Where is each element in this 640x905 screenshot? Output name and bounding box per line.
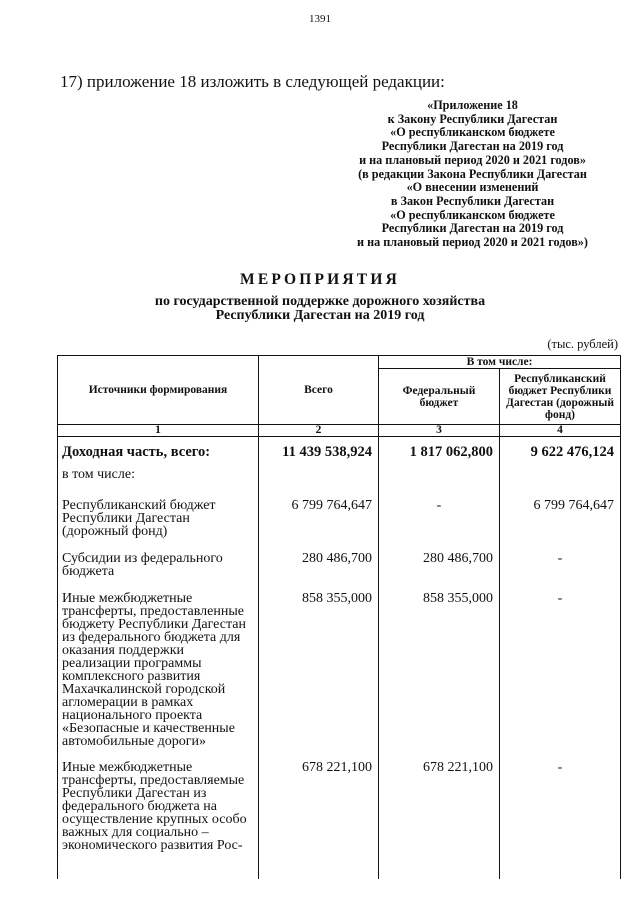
appendix-line: Республики Дагестан на 2019 год — [381, 221, 564, 236]
header-total: Всего — [259, 356, 379, 425]
row-federal: - — [379, 499, 500, 552]
row-federal: 1 817 062,800 — [379, 437, 500, 469]
table-row — [58, 761, 621, 879]
row-name: Иные межбюджетные трансферты, предоставленные бюджету Республики Дагестан из федерального бюджета для оказания поддержки реализации программы комплексного развития Махачкалинской городской агломерации в рамках национального проекта «Безопасные и качественные автомобильные дороги» — [58, 592, 259, 761]
row-federal: 280 486,700 — [379, 552, 500, 592]
row-total: 280 486,700 — [259, 552, 379, 592]
row-republic: 6 799 764,647 — [500, 499, 621, 552]
header-row — [58, 356, 621, 369]
row-name: в том числе: — [58, 468, 259, 499]
appendix-reference — [340, 99, 605, 250]
document-title: МЕРОПРИЯТИЯ — [240, 271, 400, 288]
table-row — [58, 468, 621, 499]
document-subtitle — [0, 295, 640, 323]
row-federal: 678 221,100 — [379, 761, 500, 879]
appendix-line: Республики Дагестан на 2019 год — [381, 139, 564, 154]
header-source: Источники формирования — [58, 356, 259, 425]
table-row — [58, 552, 621, 592]
row-total: 11 439 538,924 — [259, 437, 379, 469]
row-total: 6 799 764,647 — [259, 499, 379, 552]
appendix-line: «О республиканском бюджете — [390, 207, 555, 222]
appendix-line: и на плановый период 2020 и 2021 годов») — [357, 235, 588, 250]
row-total: 858 355,000 — [259, 592, 379, 761]
header-republic: Республиканский бюджет Республики Дагестан (дорожный фонд) — [500, 369, 621, 425]
header-federal: Федеральный бюджет — [379, 369, 500, 425]
column-number: 1 — [58, 425, 259, 437]
row-name: Доходная часть, всего: — [58, 437, 259, 469]
row-republic: - — [500, 592, 621, 761]
table-row — [58, 592, 621, 761]
column-number: 2 — [259, 425, 379, 437]
row-federal — [379, 468, 500, 499]
row-republic: - — [500, 552, 621, 592]
column-number: 4 — [500, 425, 621, 437]
table-row — [58, 499, 621, 552]
subtitle-line: Республики Дагестан на 2019 год — [215, 308, 425, 323]
row-republic — [500, 468, 621, 499]
table-row — [58, 437, 621, 469]
page-number: 1391 — [309, 13, 331, 25]
row-name: Субсидии из федерального бюджета — [58, 552, 259, 592]
appendix-line: (в редакции Закона Республики Дагестан — [358, 166, 587, 181]
subtitle-line: по государственной поддержке дорожного хозяйства — [154, 294, 486, 309]
appendix-line: «Приложение 18 — [427, 98, 518, 112]
appendix-line: «О внесении изменений — [406, 180, 539, 195]
header-including: В том числе: — [379, 356, 621, 369]
row-federal: 858 355,000 — [379, 592, 500, 761]
row-name: Республиканский бюджет Республики Дагестан (дорожный фонд) — [58, 499, 259, 552]
appendix-line: к Закону Республики Дагестан — [387, 111, 558, 126]
row-total — [259, 468, 379, 499]
appendix-line: «О республиканском бюджете — [390, 125, 555, 140]
column-number-row — [58, 425, 621, 437]
funding-table — [57, 355, 621, 879]
units-label: (тыс. рублей) — [547, 337, 618, 351]
intro-text: 17) приложение 18 изложить в следующей редакции: — [60, 72, 445, 91]
row-republic: - — [500, 761, 621, 879]
row-total: 678 221,100 — [259, 761, 379, 879]
row-republic: 9 622 476,124 — [500, 437, 621, 469]
appendix-line: в Закон Республики Дагестан — [390, 193, 555, 208]
appendix-line: и на плановый период 2020 и 2021 годов» — [359, 152, 586, 167]
row-name: Иные межбюджетные трансферты, предоставляемые Республики Дагестан из федерального бюджета на осуществление крупных особо важных для социально – экономического развития Рос- — [58, 761, 259, 879]
column-number: 3 — [379, 425, 500, 437]
